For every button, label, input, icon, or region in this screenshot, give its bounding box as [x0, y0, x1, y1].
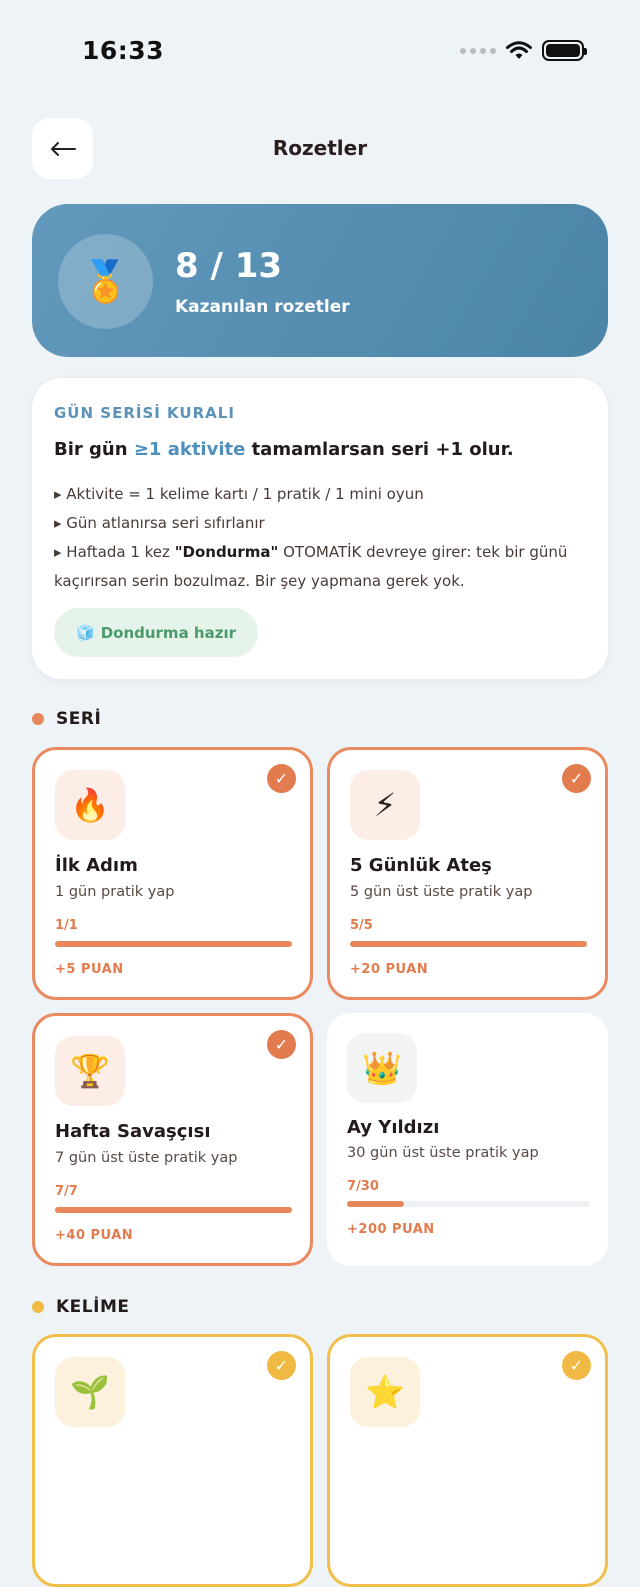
rule-item-suffix: OTOMATİK devreye girer: tek bir günü kaçırırsan serin bozulmaz. Bir şey yapmana gerek yok.	[54, 543, 568, 590]
badge-description: 30 gün üst üste pratik yap	[347, 1145, 539, 1161]
crown-icon: 👑	[347, 1033, 417, 1103]
streak-rule-card	[32, 378, 608, 679]
ice-cube-icon: 🧊	[76, 623, 95, 642]
signal-icon	[460, 48, 496, 54]
badge-points: +200 PUAN	[347, 1222, 435, 1237]
rule-item: ▸ Gün atlanırsa seri sıfırlanır	[54, 514, 265, 532]
freeze-pill-label: Dondurma hazır	[100, 623, 236, 642]
page-title: Rozetler	[272, 136, 368, 160]
battery-icon	[542, 40, 584, 61]
badge-card-week-warrior[interactable]	[32, 1013, 313, 1266]
badge-summary-card	[32, 204, 608, 357]
sprout-icon: 🌱	[55, 1357, 125, 1427]
badge-card-month-star[interactable]	[327, 1013, 608, 1266]
badge-title: Hafta Savaşçısı	[55, 1121, 211, 1142]
badge-progress-bar	[347, 1201, 590, 1207]
badge-progress-bar	[55, 941, 292, 947]
badge-points: +20 PUAN	[350, 962, 429, 977]
rule-list	[54, 480, 594, 596]
earned-badge-label: Kazanılan rozetler	[175, 297, 350, 317]
check-icon: ✓	[267, 764, 296, 793]
badge-title: 5 Günlük Ateş	[350, 855, 492, 876]
rule-main-accent: ≥1 aktivite	[133, 439, 246, 460]
section-word-label: KELİME	[56, 1297, 130, 1317]
star-icon: ⭐	[350, 1357, 420, 1427]
badge-description: 1 gün pratik yap	[55, 884, 175, 900]
rule-item-bold: "Dondurma"	[174, 543, 279, 561]
badge-title: Ay Yıldızı	[347, 1117, 440, 1138]
status-icons	[460, 40, 584, 61]
badge-progress-fill	[55, 1207, 292, 1213]
rule-main-text	[54, 439, 514, 460]
section-word	[32, 1297, 129, 1317]
badge-progress-text: 1/1	[55, 918, 78, 933]
lightning-icon: ⚡	[350, 770, 420, 840]
section-streak-label: SERİ	[56, 709, 102, 729]
fire-icon: 🔥	[55, 770, 125, 840]
rule-item: ▸ Aktivite = 1 kelime kartı / 1 pratik / 1 mini oyun	[54, 485, 424, 503]
badge-progress-text: 7/30	[347, 1179, 379, 1194]
badge-progress-fill	[347, 1201, 404, 1207]
wifi-icon	[506, 41, 532, 61]
badge-progress-bar	[350, 941, 587, 947]
check-icon: ✓	[267, 1351, 296, 1380]
status-time: 16:33	[82, 36, 165, 65]
rule-item-prefix: ▸ Haftada 1 kez	[54, 543, 175, 561]
badge-title: İlk Adım	[55, 855, 138, 876]
badge-progress-text: 7/7	[55, 1184, 78, 1199]
badge-card-word-2[interactable]	[327, 1334, 608, 1587]
earned-badge-count: 8 / 13	[175, 246, 283, 286]
badge-points: +40 PUAN	[55, 1228, 134, 1243]
rule-main-prefix: Bir gün	[54, 439, 134, 460]
badge-points: +5 PUAN	[55, 962, 124, 977]
badge-progress-bar	[55, 1207, 292, 1213]
badge-progress-text: 5/5	[350, 918, 373, 933]
rule-heading: GÜN SERİSİ KURALI	[54, 404, 235, 422]
freeze-ready-pill	[54, 608, 258, 657]
section-dot	[32, 713, 44, 725]
badge-card-word-1[interactable]	[32, 1334, 313, 1587]
badge-card-first-step[interactable]	[32, 747, 313, 1000]
status-bar	[0, 0, 640, 100]
badge-card-five-day-fire[interactable]	[327, 747, 608, 1000]
rule-main-suffix: tamamlarsan seri +1 olur.	[245, 439, 514, 460]
rule-item	[54, 538, 594, 596]
badge-description: 5 gün üst üste pratik yap	[350, 884, 533, 900]
badge-progress-fill	[350, 941, 587, 947]
badge-progress-fill	[55, 941, 292, 947]
section-streak	[32, 709, 101, 729]
trophy-icon: 🏆	[55, 1036, 125, 1106]
badge-description: 7 gün üst üste pratik yap	[55, 1150, 238, 1166]
medal-icon: 🏅	[58, 234, 153, 329]
check-icon: ✓	[562, 764, 591, 793]
check-icon: ✓	[562, 1351, 591, 1380]
section-dot	[32, 1301, 44, 1313]
check-icon: ✓	[267, 1030, 296, 1059]
